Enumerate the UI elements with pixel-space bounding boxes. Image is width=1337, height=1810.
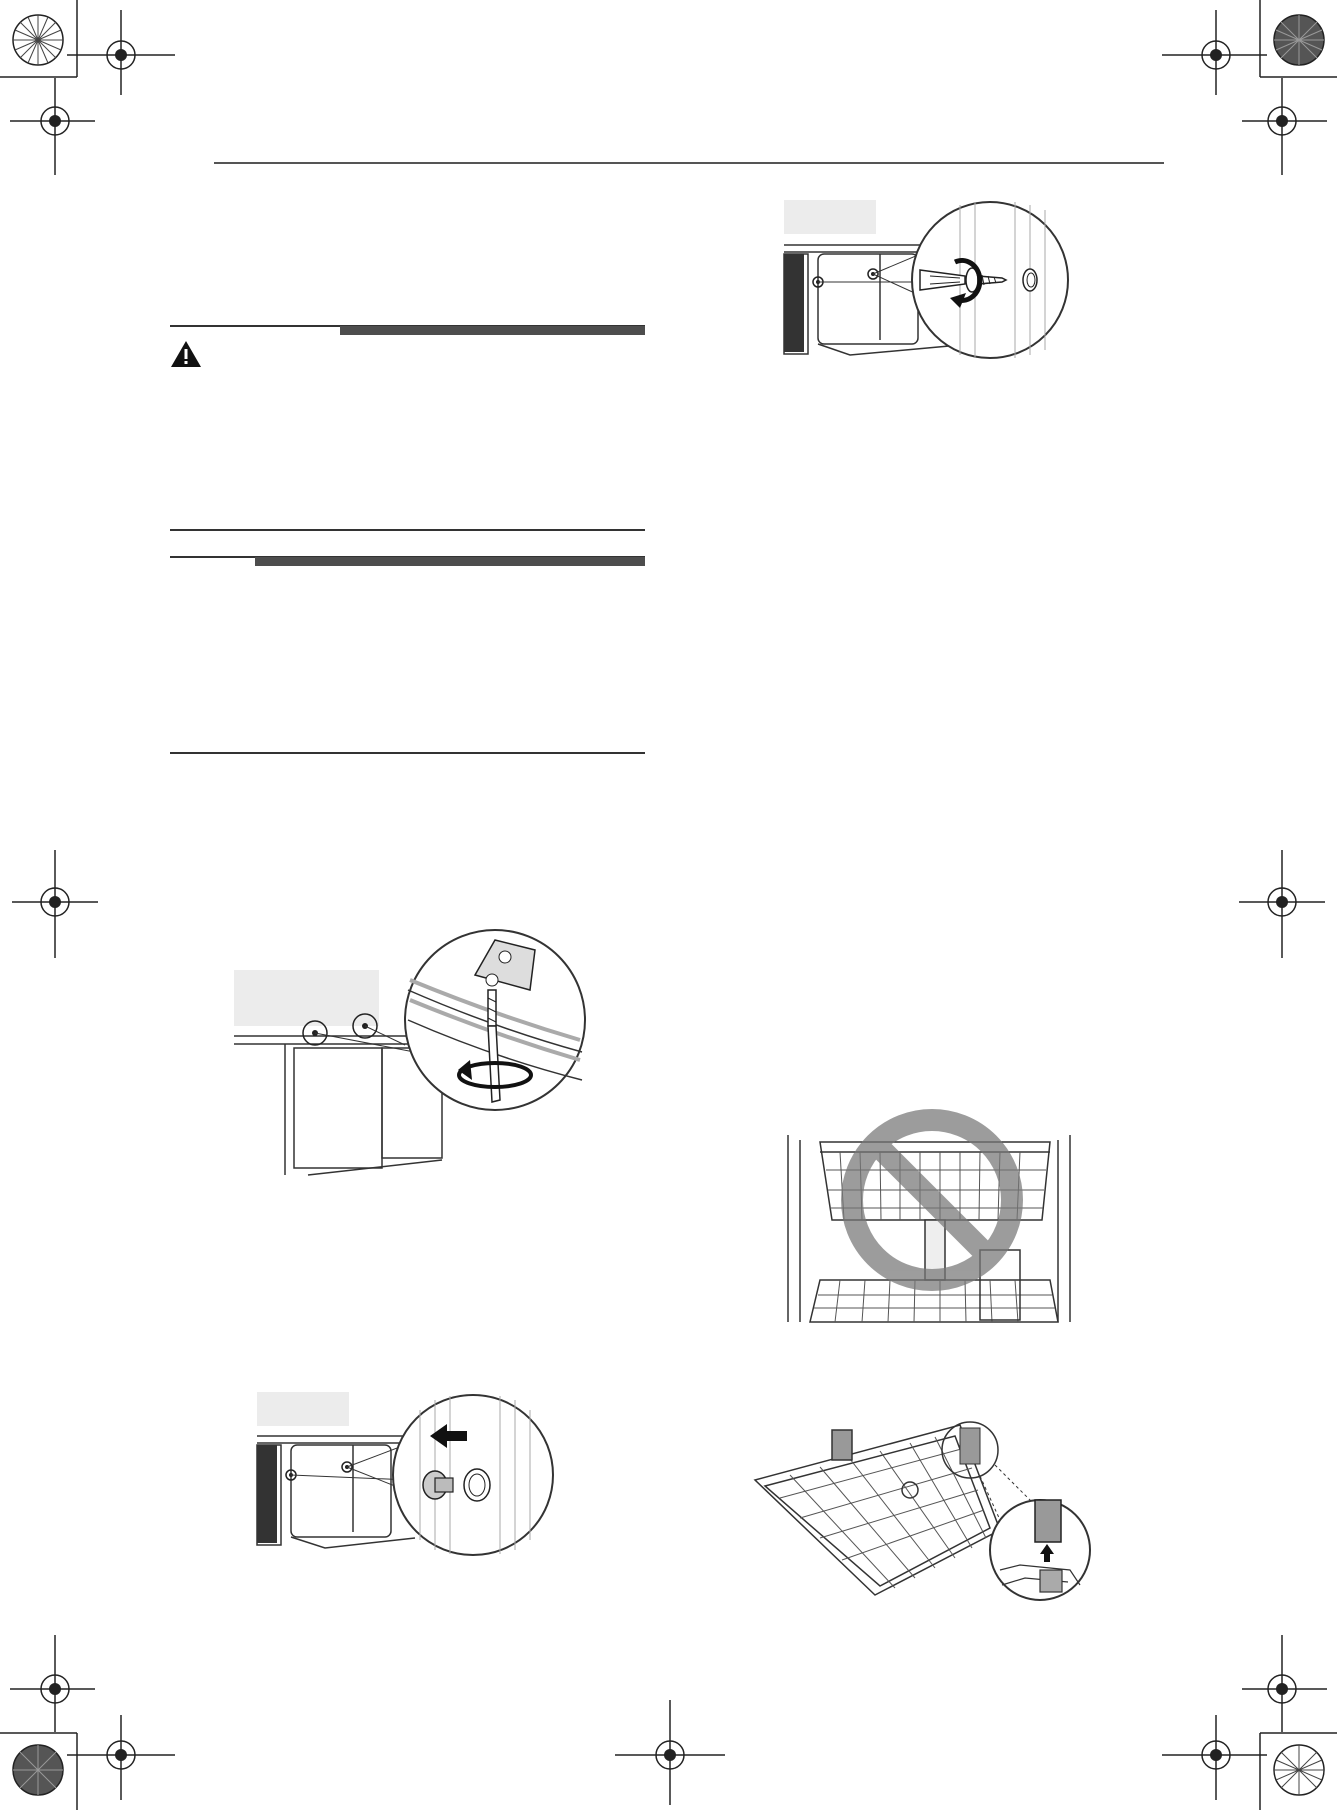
registration-mark-mid-right xyxy=(1227,840,1337,970)
crosshair-registration-icon xyxy=(1242,1635,1327,1732)
magnified-detail-circle xyxy=(393,1395,553,1555)
illustration-lower-rack-tine xyxy=(750,1410,1110,1605)
registration-mark-top-left xyxy=(0,0,200,200)
warning-header-band xyxy=(340,326,645,335)
header-rule xyxy=(214,162,1164,164)
warning-bottom-rule xyxy=(170,529,645,531)
countertop-shade xyxy=(784,200,876,234)
magnified-detail-circle xyxy=(990,1500,1090,1600)
registration-mark-bottom-center xyxy=(610,1690,730,1810)
starburst-target-icon xyxy=(13,1745,63,1795)
magnified-detail-circle xyxy=(405,930,585,1110)
warning-triangle-icon xyxy=(170,340,202,368)
door-edge xyxy=(257,1445,277,1543)
crosshair-registration-icon xyxy=(1242,78,1327,175)
screw-icon xyxy=(488,990,496,1026)
starburst-target-icon xyxy=(1274,15,1324,65)
note-bottom-rule xyxy=(170,752,645,754)
countertop-shade xyxy=(257,1392,349,1426)
illustration-side-plug-removal xyxy=(255,1380,565,1560)
removable-tine xyxy=(1035,1500,1061,1542)
starburst-target-icon xyxy=(13,15,63,65)
door-edge xyxy=(784,254,804,352)
illustration-top-bracket-screw xyxy=(230,920,590,1180)
registration-mark-mid-left xyxy=(0,840,110,970)
illustration-side-screw-removal xyxy=(780,190,1080,370)
magnified-detail-circle xyxy=(912,202,1068,358)
illustration-rack-prohibited xyxy=(780,1100,1080,1325)
folding-tine xyxy=(960,1428,980,1464)
registration-mark-bottom-right xyxy=(1137,1610,1337,1810)
registration-mark-top-right xyxy=(1137,0,1337,200)
crosshair-registration-icon xyxy=(10,78,95,175)
registration-mark-bottom-left xyxy=(0,1610,200,1810)
crosshair-registration-icon xyxy=(10,1635,95,1732)
starburst-target-icon xyxy=(1274,1745,1324,1795)
note-header-band xyxy=(255,557,645,566)
